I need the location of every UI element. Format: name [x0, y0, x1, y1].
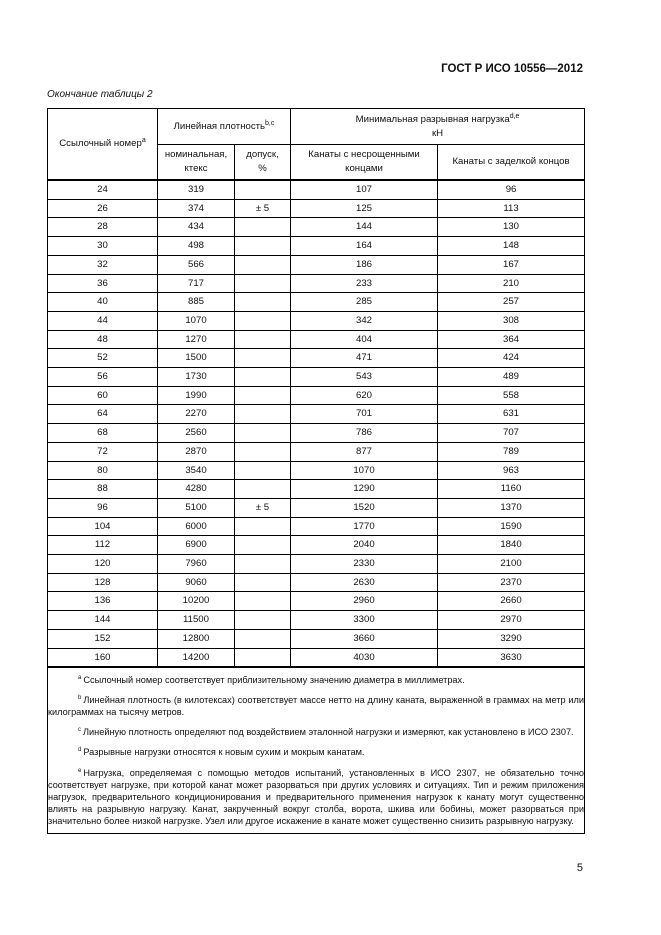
cell-ref: 64 — [48, 405, 158, 424]
table-row — [48, 237, 585, 256]
cell-nominal: 3540 — [158, 461, 235, 480]
header-unspliced: Канаты с несрощенными концами — [291, 145, 438, 181]
cell-nominal: 11500 — [158, 611, 235, 630]
cell-ref: 88 — [48, 480, 158, 499]
footnote-text: Линейную плотность определяют под воздействием эталонной нагрузки и измеряют, как установлено в ИСО 2307. — [83, 727, 574, 738]
cell-unspliced: 1520 — [291, 498, 438, 517]
cell-unspliced: 164 — [291, 237, 438, 256]
cell-unspliced: 186 — [291, 255, 438, 274]
cell-nominal: 374 — [158, 199, 235, 218]
table-row — [48, 517, 585, 536]
cell-unspliced: 2040 — [291, 536, 438, 555]
cell-ref: 152 — [48, 629, 158, 648]
cell-tol — [235, 311, 291, 330]
cell-nominal: 1730 — [158, 368, 235, 387]
cell-unspliced: 620 — [291, 386, 438, 405]
document-header: ГОСТ Р ИСО 10556—2012 — [441, 63, 583, 75]
table-caption: Окончание таблицы 2 — [47, 89, 153, 100]
header-spliced: Канаты с заделкой концов — [438, 145, 585, 181]
cell-nominal: 6900 — [158, 536, 235, 555]
cell-unspliced: 877 — [291, 442, 438, 461]
cell-ref: 160 — [48, 648, 158, 667]
page-number: 5 — [576, 862, 583, 874]
table-row — [48, 311, 585, 330]
table-row — [48, 274, 585, 293]
cell-spliced: 1160 — [438, 480, 585, 499]
table-row — [48, 536, 585, 555]
cell-tol — [235, 629, 291, 648]
cell-spliced: 1590 — [438, 517, 585, 536]
cell-spliced: 257 — [438, 293, 585, 312]
cell-ref: 80 — [48, 461, 158, 480]
cell-tol — [235, 480, 291, 499]
cell-tol — [235, 424, 291, 443]
cell-nominal: 1500 — [158, 349, 235, 368]
cell-ref: 112 — [48, 536, 158, 555]
footnote-text: Ссылочный номер соответствует приблизительному значению диаметра в миллиметрах. — [83, 675, 465, 686]
cell-spliced: 631 — [438, 405, 585, 424]
cell-nominal: 12800 — [158, 629, 235, 648]
cell-nominal: 6000 — [158, 517, 235, 536]
cell-nominal: 5100 — [158, 498, 235, 517]
cell-ref: 40 — [48, 293, 158, 312]
cell-unspliced: 701 — [291, 405, 438, 424]
footnote-text: Нагрузка, определяемая с помощью методов испытаний, установленных в ИСО 2307, не обязательно точно соответствует нагрузке, при которой канат может разорваться при других условиях и ситуациях. Тип и режим приложения нагрузок, предварительного кондиционирования и предварительного применения нагрузок к канату могут существенно влиять на разрывную нагрузку. Канат, закрученный вокруг столба, ворота, шкива или бобины, может разорваться при значительно более низкой нагрузке. Узел или другое искажение в канате может существенно снизить разрывную нагрузку. — [48, 767, 585, 826]
cell-tol — [235, 386, 291, 405]
cell-tol — [235, 293, 291, 312]
cell-ref: 60 — [48, 386, 158, 405]
cell-spliced: 489 — [438, 368, 585, 387]
cell-tol — [235, 274, 291, 293]
cell-spliced: 148 — [438, 237, 585, 256]
cell-tol — [235, 180, 291, 199]
footnote-mark: b — [78, 695, 82, 702]
cell-spliced: 2660 — [438, 592, 585, 611]
cell-ref: 30 — [48, 237, 158, 256]
cell-tol — [235, 648, 291, 667]
cell-ref: 32 — [48, 255, 158, 274]
cell-tol — [235, 330, 291, 349]
cell-ref: 26 — [48, 199, 158, 218]
footnote — [48, 765, 584, 827]
cell-ref: 24 — [48, 180, 158, 199]
cell-nominal: 7960 — [158, 555, 235, 574]
header-ref-number: Ссылочный номер$^a$ — [48, 109, 158, 181]
header-linear-density: Линейная плотность$^{b,c}$ — [158, 109, 291, 145]
cell-unspliced: 471 — [291, 349, 438, 368]
table-row — [48, 218, 585, 237]
footnote-mark: c — [78, 727, 81, 734]
cell-unspliced: 2960 — [291, 592, 438, 611]
cell-tol — [235, 349, 291, 368]
cell-ref: 28 — [48, 218, 158, 237]
cell-ref: 136 — [48, 592, 158, 611]
cell-unspliced: 1770 — [291, 517, 438, 536]
table-row — [48, 648, 585, 667]
footnote-text: Линейная плотность (в килотексах) соответствует массе нетто на длину каната, выраженной в граммах на метр или килограммах на тысячу метров. — [48, 695, 585, 718]
cell-nominal: 1990 — [158, 386, 235, 405]
cell-spliced: 2100 — [438, 555, 585, 574]
cell-nominal: 498 — [158, 237, 235, 256]
cell-unspliced: 2330 — [291, 555, 438, 574]
cell-tol — [235, 573, 291, 592]
data-table — [47, 108, 585, 834]
cell-nominal: 2870 — [158, 442, 235, 461]
cell-ref: 68 — [48, 424, 158, 443]
cell-unspliced: 4030 — [291, 648, 438, 667]
cell-spliced: 789 — [438, 442, 585, 461]
cell-unspliced: 342 — [291, 311, 438, 330]
cell-nominal: 885 — [158, 293, 235, 312]
cell-unspliced: 107 — [291, 180, 438, 199]
table-row — [48, 349, 585, 368]
table-row — [48, 480, 585, 499]
cell-tol — [235, 592, 291, 611]
cell-ref: 104 — [48, 517, 158, 536]
table-row — [48, 461, 585, 480]
cell-tol — [235, 218, 291, 237]
cell-spliced: 558 — [438, 386, 585, 405]
cell-spliced: 130 — [438, 218, 585, 237]
cell-ref: 144 — [48, 611, 158, 630]
cell-spliced: 113 — [438, 199, 585, 218]
table-row — [48, 255, 585, 274]
cell-unspliced: 3660 — [291, 629, 438, 648]
cell-spliced: 963 — [438, 461, 585, 480]
table-row — [48, 199, 585, 218]
cell-nominal: 14200 — [158, 648, 235, 667]
cell-unspliced: 1070 — [291, 461, 438, 480]
cell-spliced: 210 — [438, 274, 585, 293]
cell-nominal: 2270 — [158, 405, 235, 424]
header-nominal: номинальная, ктекс — [158, 145, 235, 181]
table-row — [48, 386, 585, 405]
cell-unspliced: 786 — [291, 424, 438, 443]
cell-tol — [235, 237, 291, 256]
cell-spliced: 2370 — [438, 573, 585, 592]
cell-ref: 72 — [48, 442, 158, 461]
cell-unspliced: 404 — [291, 330, 438, 349]
cell-ref: 56 — [48, 368, 158, 387]
footnote-mark: d — [78, 747, 82, 754]
cell-spliced: 1370 — [438, 498, 585, 517]
footnote — [48, 692, 584, 718]
cell-unspliced: 233 — [291, 274, 438, 293]
cell-spliced: 2970 — [438, 611, 585, 630]
cell-unspliced: 285 — [291, 293, 438, 312]
cell-spliced: 364 — [438, 330, 585, 349]
table-row — [48, 330, 585, 349]
table-row — [48, 405, 585, 424]
cell-unspliced: 125 — [291, 199, 438, 218]
footnote — [48, 744, 584, 758]
cell-spliced: 3630 — [438, 648, 585, 667]
cell-tol — [235, 461, 291, 480]
cell-tol — [235, 555, 291, 574]
footnote-mark: e — [78, 767, 82, 774]
table-row — [48, 498, 585, 517]
table-row — [48, 611, 585, 630]
cell-tol — [235, 517, 291, 536]
cell-nominal: 10200 — [158, 592, 235, 611]
cell-tol: ± 5 — [235, 498, 291, 517]
cell-spliced: 424 — [438, 349, 585, 368]
cell-nominal: 566 — [158, 255, 235, 274]
cell-nominal: 319 — [158, 180, 235, 199]
cell-spliced: 3290 — [438, 629, 585, 648]
cell-nominal: 717 — [158, 274, 235, 293]
cell-tol — [235, 442, 291, 461]
cell-ref: 48 — [48, 330, 158, 349]
table-row — [48, 592, 585, 611]
cell-spliced: 707 — [438, 424, 585, 443]
cell-ref: 44 — [48, 311, 158, 330]
header-tolerance: допуск, % — [235, 145, 291, 181]
footnote — [48, 724, 584, 738]
cell-ref: 128 — [48, 573, 158, 592]
footnotes — [48, 667, 585, 833]
cell-unspliced: 1290 — [291, 480, 438, 499]
cell-nominal: 434 — [158, 218, 235, 237]
cell-spliced: 308 — [438, 311, 585, 330]
cell-tol — [235, 405, 291, 424]
cell-ref: 36 — [48, 274, 158, 293]
table-row — [48, 368, 585, 387]
table-row — [48, 442, 585, 461]
cell-spliced: 1840 — [438, 536, 585, 555]
cell-tol: ± 5 — [235, 199, 291, 218]
table-row — [48, 573, 585, 592]
cell-nominal: 9060 — [158, 573, 235, 592]
cell-tol — [235, 611, 291, 630]
footnote-mark: a — [78, 675, 82, 682]
cell-nominal: 1070 — [158, 311, 235, 330]
footnote-text: Разрывные нагрузки относятся к новым сухим и мокрым канатам. — [83, 747, 365, 758]
footnote — [48, 672, 584, 686]
cell-spliced: 96 — [438, 180, 585, 199]
table-row — [48, 293, 585, 312]
cell-nominal: 4280 — [158, 480, 235, 499]
cell-unspliced: 2630 — [291, 573, 438, 592]
cell-spliced: 167 — [438, 255, 585, 274]
cell-tol — [235, 368, 291, 387]
cell-nominal: 2560 — [158, 424, 235, 443]
table-row — [48, 629, 585, 648]
cell-unspliced: 543 — [291, 368, 438, 387]
cell-ref: 96 — [48, 498, 158, 517]
cell-ref: 120 — [48, 555, 158, 574]
cell-tol — [235, 536, 291, 555]
table-row — [48, 180, 585, 199]
cell-ref: 52 — [48, 349, 158, 368]
cell-unspliced: 3300 — [291, 611, 438, 630]
cell-nominal: 1270 — [158, 330, 235, 349]
table-row — [48, 424, 585, 443]
table-row — [48, 555, 585, 574]
header-min-breaking-load: Минимальная разрывная нагрузка$^{d,e}$ кН — [291, 109, 585, 145]
cell-unspliced: 144 — [291, 218, 438, 237]
cell-tol — [235, 255, 291, 274]
